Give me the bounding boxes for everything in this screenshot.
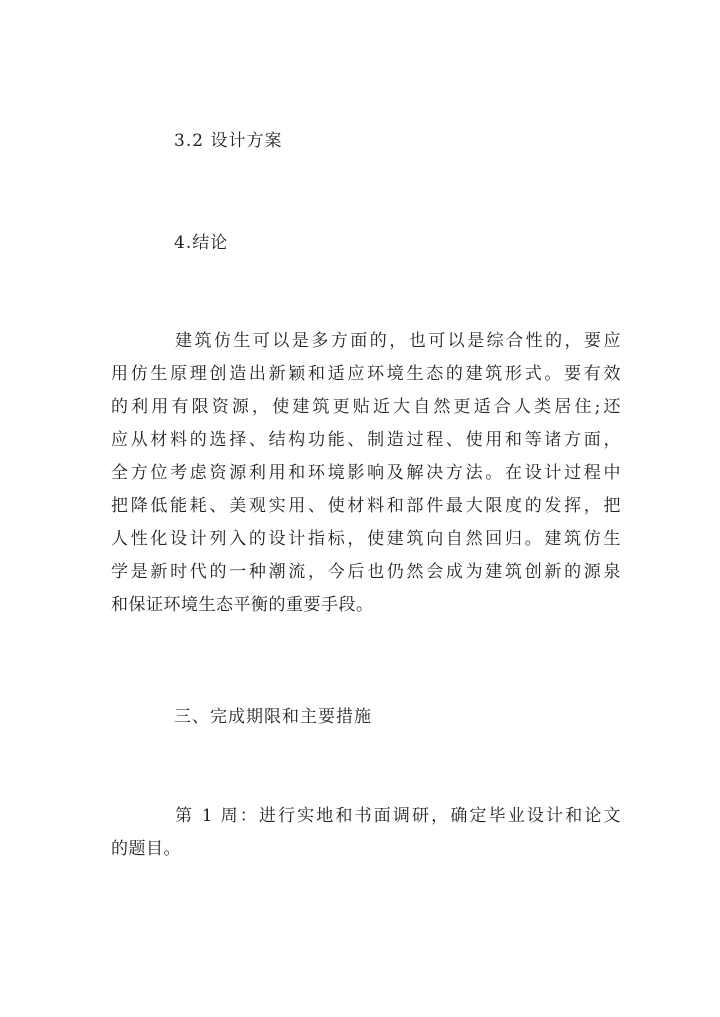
paragraph-line: 第 1 周：进行实地和书面调研，确定毕业设计和论文 [175,806,621,826]
paragraph-line: 全方位考虑资源利用和环境影响及解决方法。在设计过程中 [111,463,621,483]
paragraph-line: 建筑仿生可以是多方面的，也可以是综合性的，要应 [175,331,621,351]
week1-paragraph [111,800,621,866]
section-heading-schedule: 三、完成期限和主要措施 [174,707,372,727]
paragraph-line: 的题目。 [111,839,181,859]
section-heading-conclusion: 4.结论 [174,233,229,253]
paragraph-line: 人性化设计列入的设计指标，使建筑向自然回归。建筑仿生 [111,529,621,549]
paragraph-line: 把降低能耗、美观实用、使材料和部件最大限度的发挥，把 [111,496,621,516]
paragraph-line: 应从材料的选择、结构功能、制造过程、使用和等诸方面， [111,430,621,450]
section-heading-design-plan: 3.2 设计方案 [174,131,283,151]
paragraph-line: 的利用有限资源，使建筑更贴近大自然更适合人类居住;还 [111,397,621,417]
conclusion-paragraph [111,325,621,622]
paragraph-line: 用仿生原理创造出新颖和适应环境生态的建筑形式。要有效 [111,364,621,384]
paragraph-line: 和保证环境生态平衡的重要手段。 [111,595,374,615]
paragraph-line: 学是新时代的一种潮流，今后也仍然会成为建筑创新的源泉 [111,562,621,582]
